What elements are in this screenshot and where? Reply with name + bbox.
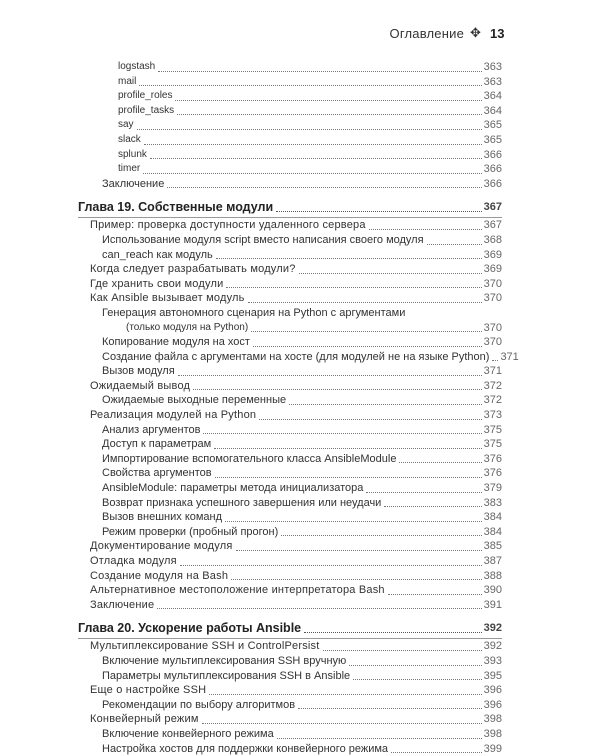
toc-entry-title: Параметры мультиплексирования SSH в Ansible: [102, 669, 351, 682]
toc-page-number: 384: [483, 525, 502, 538]
toc-entry[interactable]: [78, 335, 502, 350]
toc-entry-title: Использование модуля script вместо написания своего модуля: [102, 233, 424, 246]
toc-entry-title: Когда следует разрабатывать модули?: [90, 263, 296, 276]
toc-page-number: 388: [483, 569, 502, 582]
dot-leader: [143, 173, 481, 174]
toc-entry[interactable]: [78, 554, 502, 569]
dot-leader: [299, 273, 482, 274]
dot-leader: [236, 550, 482, 551]
toc-entry-title: Создание файла с аргументами на хосте (для модулей не на языке Python): [102, 350, 490, 363]
toc-entry-title: timer: [118, 163, 141, 175]
ornament-icon: ✥: [470, 25, 481, 40]
toc-page-number: 366: [483, 163, 502, 176]
dot-leader: [248, 302, 482, 303]
toc-entry-title: Мультиплексирование SSH и ControlPersist: [90, 640, 320, 653]
toc-entry[interactable]: [78, 683, 502, 698]
toc-page-number: 370: [483, 277, 502, 290]
dot-leader: [202, 723, 482, 724]
dot-leader: [216, 258, 482, 259]
dot-leader: [137, 129, 482, 130]
toc-entry[interactable]: [78, 148, 502, 163]
table-of-contents: [78, 60, 519, 756]
page-number: 13: [490, 26, 505, 41]
toc-entry-title: Отладка модуля: [90, 555, 177, 567]
toc-entry-title: mail: [118, 75, 137, 87]
toc-entry[interactable]: [78, 233, 502, 248]
toc-entry[interactable]: [78, 481, 502, 496]
toc-page-number: 393: [483, 654, 502, 667]
toc-page-number: 366: [483, 177, 502, 190]
dot-leader: [298, 708, 482, 709]
dot-leader: [167, 187, 481, 188]
toc-entry-title: Импортирование вспомогательного класса AnsibleModule: [102, 452, 397, 465]
dot-leader: [144, 144, 482, 145]
dot-leader: [304, 632, 482, 633]
toc-page-number: 392: [483, 640, 502, 653]
toc-entry[interactable]: [78, 248, 502, 263]
toc-page-number: 363: [483, 61, 502, 73]
toc-page-number: 364: [483, 90, 502, 103]
toc-entry[interactable]: [78, 104, 502, 119]
toc-entry-title: AnsibleModule: параметры метода инициализатора: [102, 482, 364, 495]
toc-entry-title: Ожидаемый вывод: [90, 379, 191, 392]
toc-entry-title: Создание модуля на Bash: [90, 569, 229, 582]
toc-entry-title: Копирование модуля на хост: [102, 336, 250, 349]
toc-page-number: 385: [483, 540, 502, 553]
toc-entry-title: Включение конвейерного режима: [102, 727, 274, 740]
toc-entry-title: Документирование модуля: [90, 540, 233, 553]
dot-leader: [150, 158, 482, 159]
toc-page-number: 379: [483, 482, 502, 495]
toc-entry-title: Заключение: [102, 177, 165, 190]
dot-leader: [231, 579, 482, 580]
toc-entry-title: Возврат признака успешного завершения или неудачи: [102, 496, 382, 509]
toc-page-number: 369: [483, 263, 502, 276]
dot-leader: [391, 752, 482, 753]
toc-entry-title: Конвейерный режим: [90, 713, 199, 726]
toc-entry[interactable]: [78, 393, 502, 408]
toc-entry[interactable]: [78, 291, 502, 306]
toc-entry-title: Еще о настройке SSH: [90, 684, 207, 697]
dot-leader: [289, 404, 482, 405]
toc-page-number: 364: [483, 104, 502, 117]
toc-entry-continuation[interactable]: [78, 321, 502, 336]
toc-page-number: 370: [483, 321, 502, 334]
toc-entry[interactable]: [78, 306, 502, 321]
toc-entry[interactable]: [78, 177, 502, 192]
toc-page-number: 396: [483, 684, 502, 697]
toc-entry-title: Режим проверки (пробный прогон): [102, 525, 279, 538]
toc-page-number: 369: [483, 248, 502, 261]
dot-leader: [349, 665, 481, 666]
toc-entry-title: Заключение: [90, 598, 155, 611]
toc-entry[interactable]: [78, 452, 502, 467]
toc-page-number: 372: [483, 379, 502, 392]
dot-leader: [203, 433, 481, 434]
dot-leader: [175, 100, 481, 101]
toc-entry[interactable]: [78, 364, 502, 379]
toc-entry-title: Глава 20. Ускорение работы Ansible: [78, 621, 302, 636]
toc-page-number: 392: [483, 622, 502, 635]
dot-leader: [492, 360, 498, 361]
toc-entry[interactable]: [78, 639, 502, 654]
toc-entry-title: Как Ansible вызывает модуль: [90, 292, 245, 305]
toc-entry[interactable]: [78, 423, 502, 438]
dot-leader: [259, 419, 481, 420]
toc-page-number: 366: [483, 148, 502, 161]
toc-page-number: 363: [483, 75, 502, 88]
toc-entry[interactable]: [78, 712, 502, 727]
toc-entry-title: Реализация модулей на Python: [90, 409, 257, 422]
dot-leader: [158, 71, 481, 72]
toc-chapter-entry[interactable]: [78, 619, 502, 637]
dot-leader: [251, 331, 481, 332]
toc-entry[interactable]: [78, 742, 502, 756]
toc-entry-title: Настройка хостов для поддержки конвейерного режима: [102, 742, 389, 755]
toc-entry-title: Включение мультиплексирования SSH вручную: [102, 654, 347, 667]
dot-leader: [427, 244, 482, 245]
toc-entry[interactable]: [78, 277, 502, 292]
toc-page-number: 372: [483, 394, 502, 407]
dot-leader: [276, 211, 481, 212]
toc-entry[interactable]: [78, 89, 502, 104]
dot-leader: [139, 85, 481, 86]
toc-entry-title: can_reach как модуль: [102, 248, 213, 261]
toc-entry[interactable]: [78, 162, 502, 177]
toc-entry[interactable]: [78, 408, 502, 423]
toc-entry-title: Где хранить свои модули: [90, 277, 224, 290]
dot-leader: [281, 535, 481, 536]
toc-entry[interactable]: [78, 466, 502, 481]
dot-leader: [209, 694, 481, 695]
toc-entry[interactable]: [78, 539, 502, 554]
toc-entry-title: Анализ аргументов: [102, 423, 201, 436]
dot-leader: [225, 521, 482, 522]
toc-page-number: 375: [483, 423, 502, 436]
dot-leader: [157, 608, 481, 609]
toc-entry-title: Вызов модуля: [102, 365, 175, 378]
toc-page-number: 396: [483, 698, 502, 711]
toc-entry-title: splunk: [118, 148, 147, 160]
toc-page-number: 376: [483, 467, 502, 480]
toc-entry-title: Ожидаемые выходные переменные: [102, 394, 287, 407]
toc-entry[interactable]: [78, 218, 502, 233]
toc-entry-title: Доступ к параметрам: [102, 438, 212, 451]
toc-entry[interactable]: [78, 583, 502, 598]
dot-leader: [178, 375, 482, 376]
toc-page-number: 367: [483, 219, 502, 232]
dot-leader: [384, 506, 481, 507]
toc-entry[interactable]: [78, 569, 502, 584]
toc-entry-title-cont: (только модуля на Python): [126, 321, 249, 333]
running-section-title: Оглавление: [389, 26, 464, 41]
toc-entry[interactable]: [78, 350, 519, 365]
toc-entry[interactable]: [78, 133, 502, 148]
dot-leader: [388, 594, 482, 595]
toc-entry[interactable]: [78, 654, 502, 669]
dot-leader: [177, 114, 482, 115]
toc-entry[interactable]: [78, 75, 502, 90]
toc-entry-title: Генерация автономного сценария на Python с аргументами: [102, 306, 406, 319]
toc-page-number: 370: [483, 336, 502, 349]
toc-entry-title: profile_roles: [118, 90, 173, 102]
toc-entry[interactable]: [78, 60, 502, 75]
dot-leader: [277, 738, 482, 739]
toc-entry[interactable]: [78, 379, 502, 394]
toc-entry[interactable]: [78, 698, 502, 713]
toc-page-number: 371: [483, 365, 502, 378]
dot-leader: [399, 462, 481, 463]
toc-page-number: 375: [483, 438, 502, 451]
dot-leader: [353, 679, 482, 680]
dot-leader: [226, 287, 481, 288]
toc-entry[interactable]: [78, 437, 502, 452]
chapter-spacer: [78, 612, 502, 616]
toc-entry-title: logstash: [118, 61, 156, 72]
toc-page-number: 390: [483, 584, 502, 597]
toc-entry[interactable]: [78, 727, 502, 742]
toc-entry[interactable]: [78, 262, 502, 277]
dot-leader: [193, 389, 481, 390]
toc-page-number: 398: [483, 727, 502, 740]
page-header: [0, 26, 600, 46]
dot-leader: [180, 565, 482, 566]
toc-page-number: 370: [483, 292, 502, 305]
toc-page-number: 387: [483, 555, 502, 567]
toc-entry-title: Рекомендации по выбору алгоритмов: [102, 698, 296, 711]
toc-page-number: 365: [483, 119, 502, 132]
toc-page-number: 367: [483, 201, 502, 214]
dot-leader: [323, 650, 482, 651]
toc-page-number: 399: [483, 742, 502, 755]
toc-page-number: 376: [483, 452, 502, 465]
toc-entry[interactable]: [78, 669, 502, 684]
toc-entry-title: Вызов внешних команд: [102, 511, 223, 524]
toc-entry[interactable]: [78, 525, 502, 540]
chapter-spacer: [78, 191, 502, 195]
toc-page-number: 395: [483, 669, 502, 682]
toc-entry-title: Свойства аргументов: [102, 467, 212, 480]
dot-leader: [214, 448, 481, 449]
toc-entry-title: Пример: проверка доступности удаленного сервера: [90, 219, 366, 232]
toc-page-number: 383: [483, 496, 502, 509]
toc-entry-title: Глава 19. Собственные модули: [78, 200, 274, 215]
toc-page-number: 368: [483, 233, 502, 246]
toc-entry-title: Альтернативное местоположение интерпретатора Bash: [90, 584, 385, 597]
toc-entry-title: profile_tasks: [118, 104, 175, 116]
toc-entry[interactable]: [78, 118, 502, 133]
toc-page-number: 371: [500, 350, 519, 363]
toc-page-number: 391: [483, 598, 502, 611]
toc-entry-title: slack: [118, 133, 141, 145]
toc-chapter-entry[interactable]: [78, 198, 502, 216]
dot-leader: [253, 346, 482, 347]
toc-entry[interactable]: [78, 598, 502, 613]
dot-leader: [215, 477, 482, 478]
dot-leader: [366, 492, 481, 493]
toc-entry-title: say: [118, 119, 134, 131]
toc-page-number: 398: [483, 713, 502, 726]
toc-page-number: 373: [483, 409, 502, 422]
dot-leader: [369, 229, 482, 230]
toc-page-number: 365: [483, 133, 502, 146]
toc-page-number: 384: [483, 511, 502, 524]
toc-entry[interactable]: [78, 496, 502, 511]
toc-entry[interactable]: [78, 510, 502, 525]
